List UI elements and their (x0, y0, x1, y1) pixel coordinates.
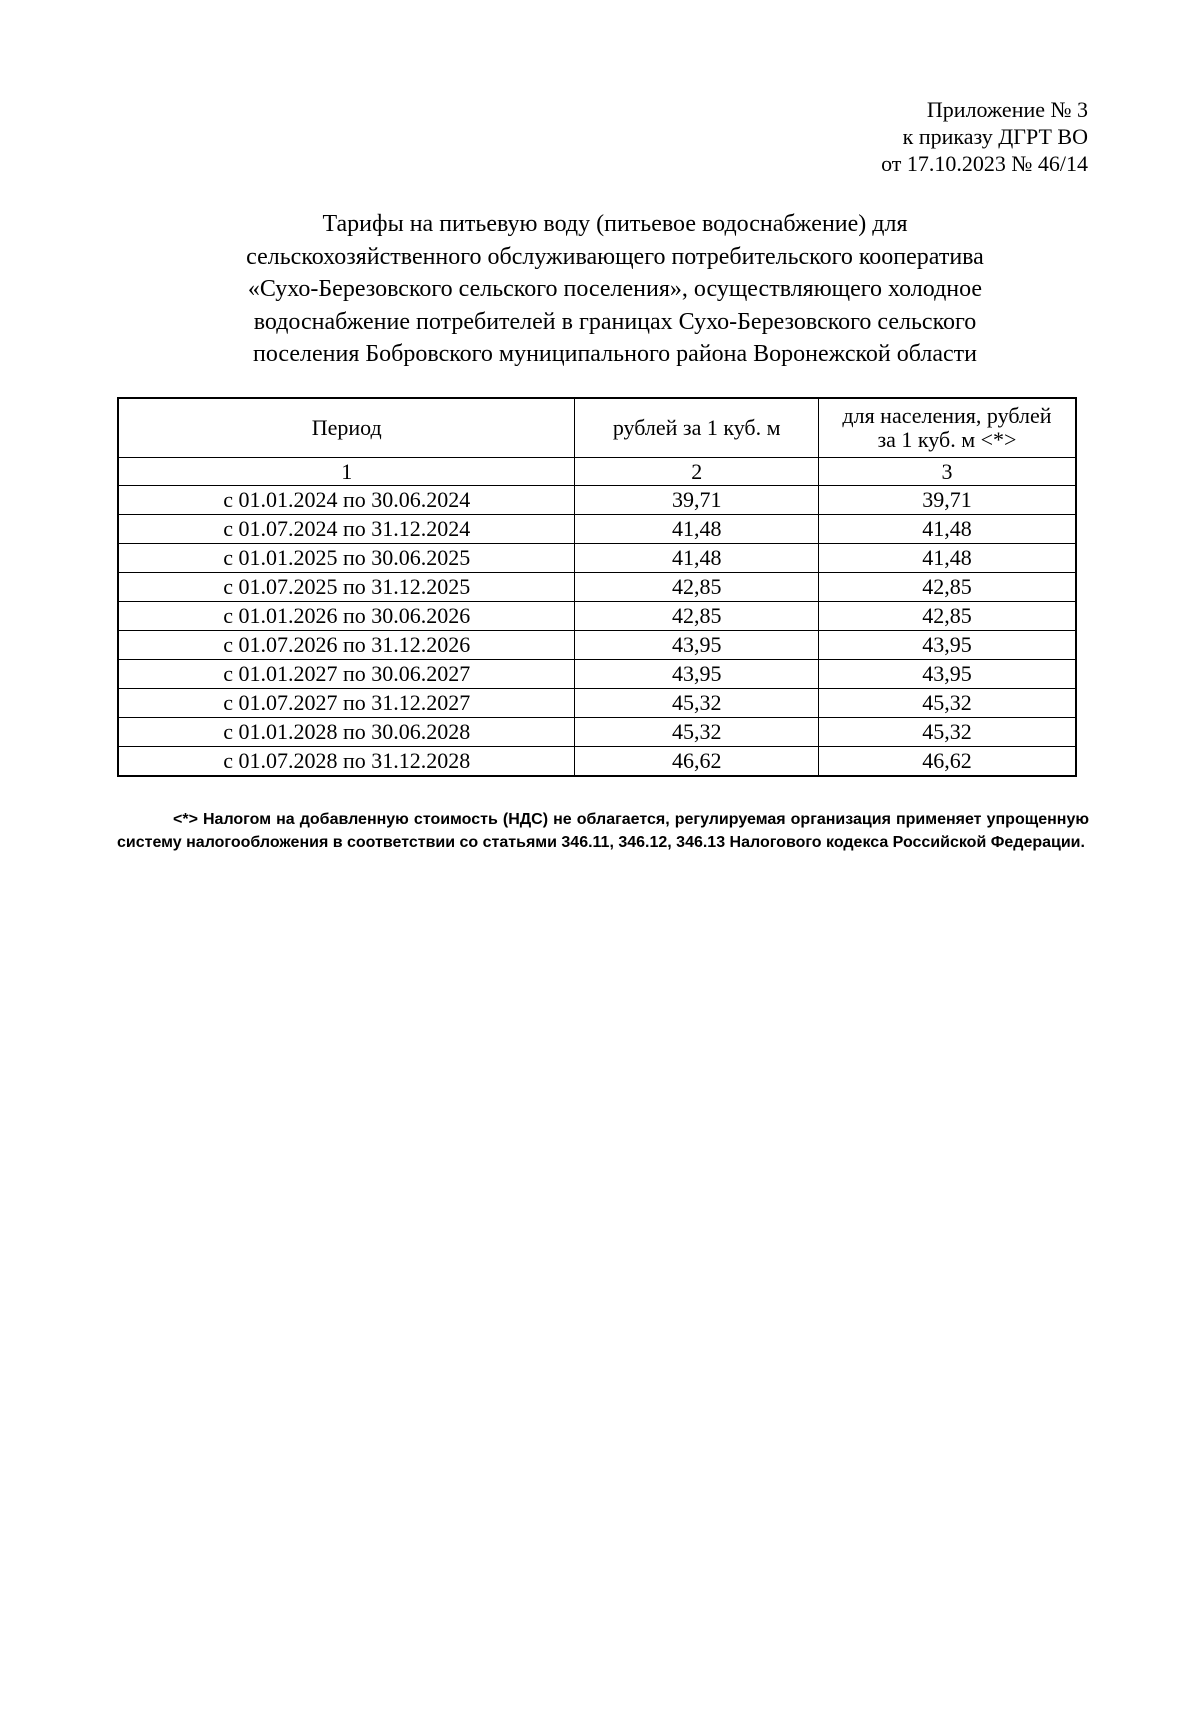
population-price-cell: 41,48 (818, 515, 1076, 544)
price-cell: 46,62 (575, 747, 818, 777)
appendix-order: к приказу ДГРТ ВО (902, 124, 1088, 149)
column-number: 2 (575, 458, 818, 486)
table-row (118, 660, 1076, 689)
title-line: водоснабжение потребителей в границах Сухо-Березовского сельского (253, 308, 977, 335)
table-row (118, 747, 1076, 777)
population-price-cell: 43,95 (818, 660, 1076, 689)
period-cell: с 01.07.2024 по 31.12.2024 (118, 515, 575, 544)
column-number: 1 (118, 458, 575, 486)
footnote-text: <*> Налогом на добавленную стоимость (НДС) не облагается, регулируемая организация применяет упрощенную систему налогообложения в соответствии со статьями 346.11, 346.12, 346.13 Налогового кодекса Российской Федерации. (117, 811, 1089, 851)
table-row (118, 602, 1076, 631)
period-cell: с 01.01.2025 по 30.06.2025 (118, 544, 575, 573)
document-title (150, 208, 1080, 371)
table-row (118, 515, 1076, 544)
price-cell: 45,32 (575, 689, 818, 718)
appendix-number: Приложение № 3 (926, 97, 1088, 122)
population-price-cell: 42,85 (818, 602, 1076, 631)
population-price-cell: 41,48 (818, 544, 1076, 573)
population-price-cell: 43,95 (818, 631, 1076, 660)
period-cell: с 01.01.2028 по 30.06.2028 (118, 718, 575, 747)
period-cell: с 01.01.2026 по 30.06.2026 (118, 602, 575, 631)
appendix-order-date: от 17.10.2023 № 46/14 (881, 151, 1088, 176)
header-period: Период (118, 398, 575, 458)
table-row (118, 544, 1076, 573)
appendix-reference (881, 96, 1088, 177)
title-line: Тарифы на питьевую воду (питьевое водоснабжение) для (322, 211, 908, 237)
column-number-row (118, 458, 1076, 486)
tariffs-table (117, 397, 1077, 777)
price-cell: 41,48 (575, 544, 818, 573)
header-population-price-line: за 1 куб. м <*> (877, 427, 1017, 452)
period-cell: с 01.01.2027 по 30.06.2027 (118, 660, 575, 689)
period-cell: с 01.07.2025 по 31.12.2025 (118, 573, 575, 602)
population-price-cell: 45,32 (818, 718, 1076, 747)
population-price-cell: 42,85 (818, 573, 1076, 602)
population-price-cell: 39,71 (818, 486, 1076, 515)
table-row (118, 573, 1076, 602)
table-row (118, 689, 1076, 718)
title-line: «Сухо-Березовского сельского поселения», осуществляющего холодное (247, 276, 983, 302)
price-cell: 43,95 (575, 660, 818, 689)
population-price-cell: 46,62 (818, 747, 1076, 777)
header-population-price-line: для населения, рублей (842, 403, 1052, 428)
header-price: рублей за 1 куб. м (575, 398, 818, 458)
price-cell: 41,48 (575, 515, 818, 544)
table-header-row (118, 398, 1076, 458)
title-line: поселения Бобровского муниципального района Воронежской области (252, 341, 977, 367)
title-line: сельскохозяйственного обслуживающего потребительского кооператива (246, 243, 984, 270)
header-population-price (818, 398, 1076, 458)
period-cell: с 01.07.2027 по 31.12.2027 (118, 689, 575, 718)
period-cell: с 01.07.2026 по 31.12.2026 (118, 631, 575, 660)
population-price-cell: 45,32 (818, 689, 1076, 718)
table-row (118, 631, 1076, 660)
price-cell: 39,71 (575, 486, 818, 515)
table-row (118, 718, 1076, 747)
column-number: 3 (818, 458, 1076, 486)
price-cell: 45,32 (575, 718, 818, 747)
period-cell: с 01.01.2024 по 30.06.2024 (118, 486, 575, 515)
price-cell: 42,85 (575, 602, 818, 631)
period-cell: с 01.07.2028 по 31.12.2028 (118, 747, 575, 777)
price-cell: 43,95 (575, 631, 818, 660)
vat-footnote (117, 808, 1089, 854)
price-cell: 42,85 (575, 573, 818, 602)
table-row (118, 486, 1076, 515)
